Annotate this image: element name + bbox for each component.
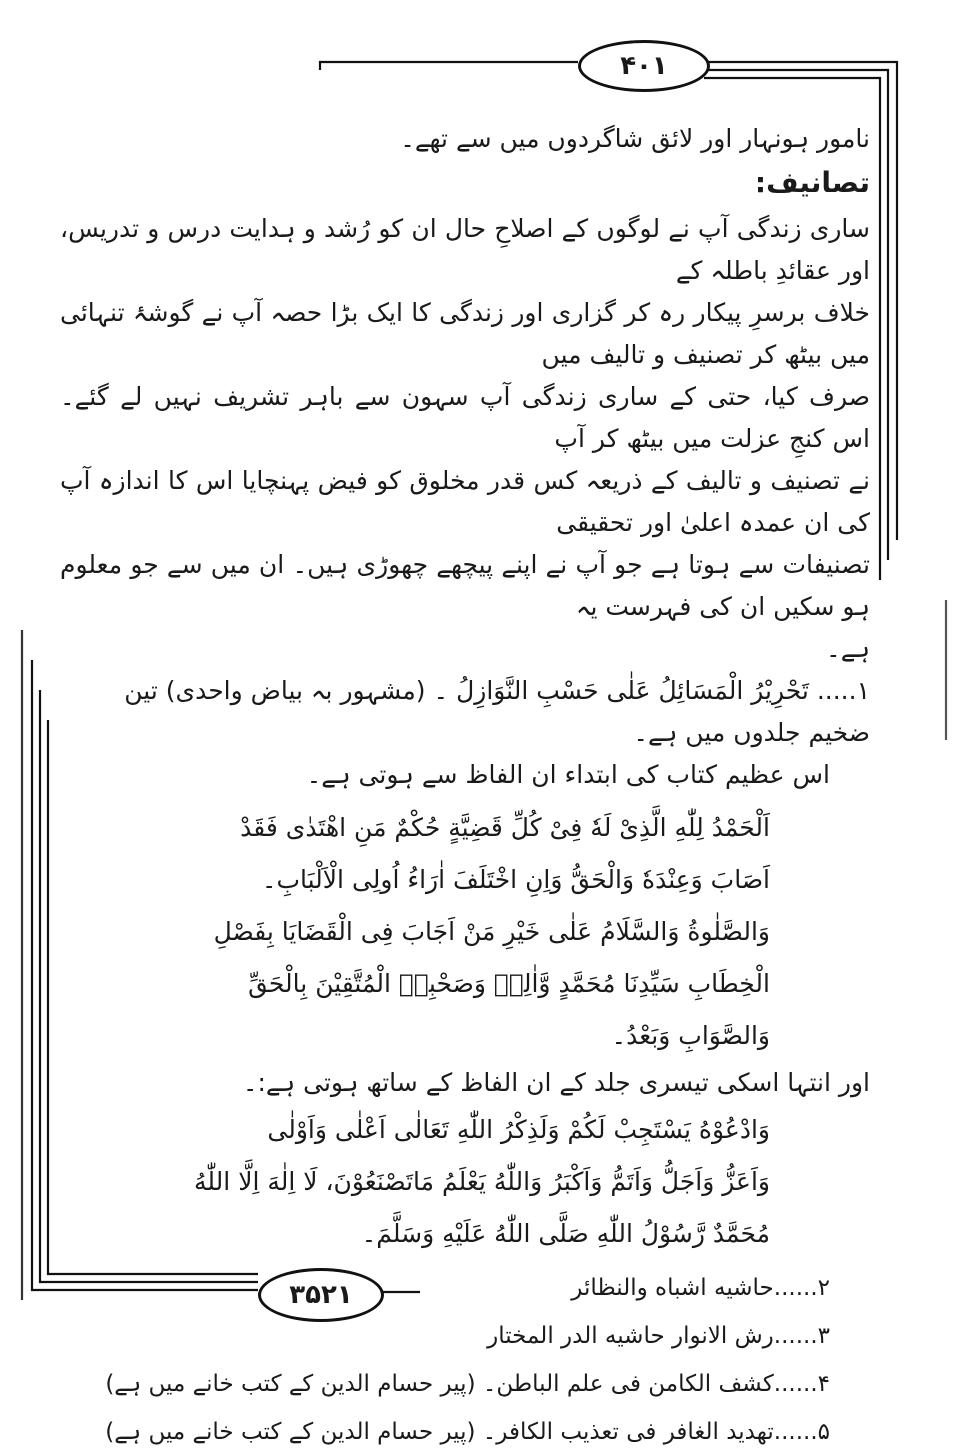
arabic-line: وَالصَّوَابِ وَبَعْدُ۔ [611, 1021, 770, 1050]
paragraph [60, 208, 870, 670]
list-item: ۳......رش الانوار حاشيه الدر المختار [487, 1323, 830, 1349]
ending-intro: اور انتہا اسکی تیسری جلد کے ان الفاظ کے ساتھ ہوتی ہے:۔ [242, 1068, 870, 1097]
arabic-line: وَادْعُوْهُ يَسْتَجِبْ لَكُمْ وَلَذِكْرُ اللّٰهِ تَعَالٰى اَعْلٰى وَاَوْلٰى [267, 1115, 770, 1144]
top-page-number: ۴۰۱ [578, 40, 710, 92]
book-list [60, 1264, 870, 1456]
paragraph-line: خلاف برسرِ پیکار رہ کر گزاری اور زندگی کا ایک بڑا حصہ آپ نے گوشۂ تنہائی میں بیٹھ کر تصنیف و تالیف میں [60, 298, 870, 369]
paragraph-line: نے تصنیف و تالیف کے ذریعہ کس قدر مخلوق کو فیض پہنچایا اس کا اندازہ آپ کی ان عمدہ اعلیٰ اور تحقیقی [60, 466, 870, 537]
paragraph-line: صرف کیا، حتی کے ساری زندگی آپ سہون سے باہر تشریف نہیں لے گئے۔ اس کنجِ عزلت میں بیٹھ کر آپ [60, 382, 870, 453]
arabic-line: مُحَمَّدٌ رَّسُوْلُ اللّٰهِ صَلَّى اللّٰهُ عَلَيْهِ وَسَلَّمَ۔ [361, 1219, 770, 1248]
arabic-ending-block [60, 1104, 870, 1260]
list-item-1-note: اس عظیم کتاب کی ابتداء ان الفاظ سے ہوتی ہے۔ [306, 760, 830, 789]
paragraph-line: ہے۔ [826, 634, 870, 663]
paragraph-line: ساری زندگی آپ نے لوگوں کے اصلاحِ حال ان کو رُشد و ہدایت درس و تدریس، اور عقائدِ باطلہ کے [60, 214, 870, 285]
bottom-page-number: ۳۵۲۱ [258, 1268, 384, 1322]
list-item-1: ۱..... تَحْرِيْرُ الْمَسَائِلُ عَلٰى حَسْبِ النَّوَازِلُ ۔ (مشہور بہ بیاض واحدی) تین ضخیم جلدوں میں ہے۔ [124, 676, 870, 747]
paragraph-line: تصنیفات سے ہوتا ہے جو آپ نے اپنے پیچھے چھوڑی ہیں۔ ان میں سے جو معلوم ہو سکیں ان کی فہرست یہ [60, 550, 870, 621]
list-item: ۴......كشف الكامن فى علم الباطن۔ (پیر حسام الدین کے کتب خانے میں ہے) [105, 1371, 830, 1397]
arabic-line: وَاَعَزُّ وَاَجَلُّ وَاَتَمُّ وَاَكْبَرُ وَاللّٰهُ يَعْلَمُ مَاتَصْنَعُوْنَ، لَا اِلٰهَ اِلَّا اللّٰهُ [194, 1167, 770, 1196]
arabic-line: الْخِطَابِ سَيِّدِنَا مُحَمَّدٍ وَّاٰلِهٖ وَصَحْبِهٖ الْمُتَّقِيْنَ بِالْحَقِّ [248, 969, 770, 998]
list-item: ۵......تهديد الغافر فى تعذيب الكافر۔ (پیر حسام الدین کے کتب خانے میں ہے) [105, 1419, 830, 1445]
arabic-line: وَالصَّلٰوةُ وَالسَّلَامُ عَلٰى خَيْرِ مَنْ اَجَابَ فِى الْقَضَايَا بِفَصْلِ [213, 917, 770, 946]
arabic-line: اَصَابَ وَعِنْدَهٗ وَالْحَقُّ وَاِنِ اخْتَلَفَ اٰرَاءُ اُولِى الْاَلْبَابِ۔ [261, 865, 770, 894]
main-text [60, 118, 870, 1456]
list-item: ۲......حاشيه اشباه والنظائر [571, 1275, 830, 1301]
arabic-line: اَلْحَمْدُ لِلّٰهِ الَّذِىْ لَهٗ فِىْ كُلِّ قَضِيَّةٍ حُكْمٌ مَنِ اهْتَدٰى فَقَدْ [240, 813, 770, 842]
frame-top-left-line [320, 62, 578, 70]
intro-line: نامور ہونہار اور لائق شاگردوں میں سے تھے۔ [400, 124, 870, 153]
section-heading: تصانیف: [754, 166, 870, 199]
arabic-opening-block [60, 802, 870, 1062]
